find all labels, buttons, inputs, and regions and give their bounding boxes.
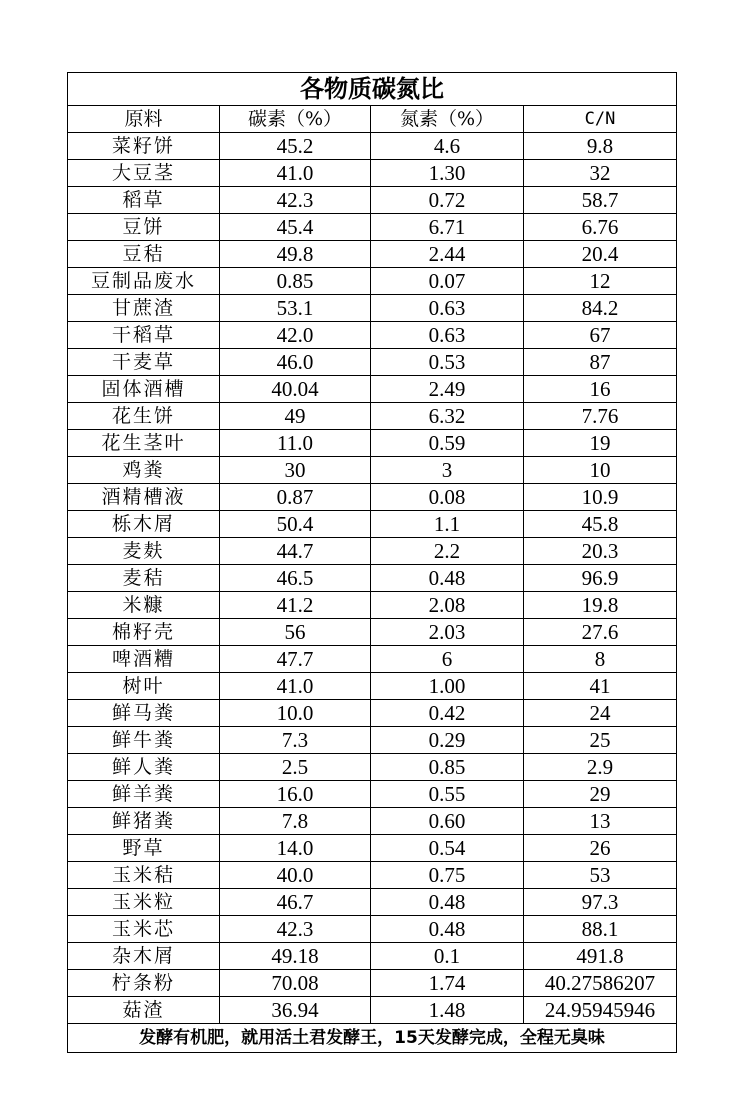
cn-ratio-cell: 24 <box>524 700 677 727</box>
cn-ratio-cell: 20.4 <box>524 241 677 268</box>
nitrogen-cell: 1.48 <box>371 997 524 1024</box>
nitrogen-cell: 0.42 <box>371 700 524 727</box>
table-row <box>68 430 677 457</box>
header-material: 原料 <box>68 106 220 133</box>
cn-ratio-cell: 6.76 <box>524 214 677 241</box>
material-cell: 棉籽壳 <box>68 619 220 646</box>
nitrogen-cell: 0.48 <box>371 916 524 943</box>
material-cell: 鲜马粪 <box>68 700 220 727</box>
cn-ratio-cell: 40.27586207 <box>524 970 677 997</box>
material-cell: 花生饼 <box>68 403 220 430</box>
nitrogen-cell: 0.63 <box>371 295 524 322</box>
title-row <box>68 73 677 106</box>
nitrogen-cell: 2.03 <box>371 619 524 646</box>
material-cell: 玉米芯 <box>68 916 220 943</box>
cn-ratio-cell: 27.6 <box>524 619 677 646</box>
carbon-cell: 45.4 <box>220 214 371 241</box>
table-row <box>68 970 677 997</box>
material-cell: 麦秸 <box>68 565 220 592</box>
nitrogen-cell: 2.08 <box>371 592 524 619</box>
table-row <box>68 241 677 268</box>
table-row <box>68 295 677 322</box>
material-cell: 豆饼 <box>68 214 220 241</box>
header-carbon: 碳素（%） <box>220 106 371 133</box>
cn-ratio-cell: 41 <box>524 673 677 700</box>
cn-ratio-cell: 29 <box>524 781 677 808</box>
material-cell: 干麦草 <box>68 349 220 376</box>
nitrogen-cell: 0.08 <box>371 484 524 511</box>
table-row <box>68 619 677 646</box>
material-cell: 玉米秸 <box>68 862 220 889</box>
cn-ratio-cell: 8 <box>524 646 677 673</box>
nitrogen-cell: 0.60 <box>371 808 524 835</box>
cn-ratio-cell: 84.2 <box>524 295 677 322</box>
material-cell: 豆秸 <box>68 241 220 268</box>
nitrogen-cell: 0.59 <box>371 430 524 457</box>
nitrogen-cell: 3 <box>371 457 524 484</box>
material-cell: 酒精槽液 <box>68 484 220 511</box>
carbon-cell: 44.7 <box>220 538 371 565</box>
carbon-cell: 42.0 <box>220 322 371 349</box>
cn-ratio-cell: 67 <box>524 322 677 349</box>
table-row <box>68 457 677 484</box>
cn-ratio-cell: 24.95945946 <box>524 997 677 1024</box>
carbon-cell: 40.04 <box>220 376 371 403</box>
material-cell: 豆制品废水 <box>68 268 220 295</box>
cn-ratio-cell: 13 <box>524 808 677 835</box>
table-row <box>68 268 677 295</box>
carbon-cell: 0.85 <box>220 268 371 295</box>
carbon-cell: 50.4 <box>220 511 371 538</box>
cn-ratio-cell: 96.9 <box>524 565 677 592</box>
nitrogen-cell: 2.44 <box>371 241 524 268</box>
cn-ratio-cell: 58.7 <box>524 187 677 214</box>
carbon-cell: 46.5 <box>220 565 371 592</box>
table-row <box>68 133 677 160</box>
material-cell: 鲜猪粪 <box>68 808 220 835</box>
nitrogen-cell: 0.07 <box>371 268 524 295</box>
table-row <box>68 349 677 376</box>
footer-note: 发酵有机肥，就用活土君发酵王，15天发酵完成，全程无臭味 <box>68 1024 677 1053</box>
material-cell: 花生茎叶 <box>68 430 220 457</box>
carbon-cell: 42.3 <box>220 916 371 943</box>
nitrogen-cell: 4.6 <box>371 133 524 160</box>
carbon-cell: 49.18 <box>220 943 371 970</box>
table-row <box>68 214 677 241</box>
cn-ratio-cell: 491.8 <box>524 943 677 970</box>
material-cell: 米糠 <box>68 592 220 619</box>
nitrogen-cell: 0.48 <box>371 565 524 592</box>
nitrogen-cell: 1.74 <box>371 970 524 997</box>
carbon-cell: 46.0 <box>220 349 371 376</box>
nitrogen-cell: 0.29 <box>371 727 524 754</box>
table-title: 各物质碳氮比 <box>68 73 677 106</box>
table-row <box>68 376 677 403</box>
table-row <box>68 754 677 781</box>
carbon-cell: 16.0 <box>220 781 371 808</box>
carbon-cell: 46.7 <box>220 889 371 916</box>
carbon-cell: 0.87 <box>220 484 371 511</box>
cn-ratio-cell: 19.8 <box>524 592 677 619</box>
table-row <box>68 403 677 430</box>
cn-ratio-cell: 19 <box>524 430 677 457</box>
cn-ratio-cell: 87 <box>524 349 677 376</box>
material-cell: 杂木屑 <box>68 943 220 970</box>
carbon-nitrogen-ratio-table <box>67 72 677 1053</box>
carbon-cell: 41.0 <box>220 673 371 700</box>
table-row <box>68 781 677 808</box>
footer-row <box>68 1024 677 1053</box>
carbon-cell: 53.1 <box>220 295 371 322</box>
table-row <box>68 862 677 889</box>
cn-ratio-cell: 26 <box>524 835 677 862</box>
table-row <box>68 943 677 970</box>
nitrogen-cell: 0.48 <box>371 889 524 916</box>
cn-ratio-cell: 10.9 <box>524 484 677 511</box>
material-cell: 鲜羊粪 <box>68 781 220 808</box>
cn-ratio-cell: 20.3 <box>524 538 677 565</box>
material-cell: 甘蔗渣 <box>68 295 220 322</box>
table-row <box>68 511 677 538</box>
table-row <box>68 673 677 700</box>
material-cell: 干稻草 <box>68 322 220 349</box>
nitrogen-cell: 0.75 <box>371 862 524 889</box>
carbon-cell: 7.3 <box>220 727 371 754</box>
carbon-cell: 30 <box>220 457 371 484</box>
nitrogen-cell: 6 <box>371 646 524 673</box>
header-nitrogen: 氮素（%） <box>371 106 524 133</box>
material-cell: 稻草 <box>68 187 220 214</box>
cn-ratio-cell: 9.8 <box>524 133 677 160</box>
material-cell: 野草 <box>68 835 220 862</box>
nitrogen-cell: 6.71 <box>371 214 524 241</box>
carbon-cell: 36.94 <box>220 997 371 1024</box>
carbon-cell: 45.2 <box>220 133 371 160</box>
material-cell: 鲜人粪 <box>68 754 220 781</box>
carbon-cell: 10.0 <box>220 700 371 727</box>
material-cell: 鲜牛粪 <box>68 727 220 754</box>
carbon-cell: 70.08 <box>220 970 371 997</box>
nitrogen-cell: 0.54 <box>371 835 524 862</box>
material-cell: 啤酒糟 <box>68 646 220 673</box>
cn-ratio-cell: 25 <box>524 727 677 754</box>
nitrogen-cell: 0.55 <box>371 781 524 808</box>
carbon-cell: 7.8 <box>220 808 371 835</box>
material-cell: 树叶 <box>68 673 220 700</box>
carbon-cell: 49.8 <box>220 241 371 268</box>
carbon-cell: 41.0 <box>220 160 371 187</box>
material-cell: 菇渣 <box>68 997 220 1024</box>
table-row <box>68 565 677 592</box>
material-cell: 固体酒槽 <box>68 376 220 403</box>
carbon-cell: 41.2 <box>220 592 371 619</box>
material-cell: 鸡粪 <box>68 457 220 484</box>
material-cell: 菜籽饼 <box>68 133 220 160</box>
table-row <box>68 916 677 943</box>
carbon-cell: 14.0 <box>220 835 371 862</box>
table-row <box>68 538 677 565</box>
nitrogen-cell: 1.00 <box>371 673 524 700</box>
material-cell: 栎木屑 <box>68 511 220 538</box>
carbon-cell: 40.0 <box>220 862 371 889</box>
cn-ratio-cell: 10 <box>524 457 677 484</box>
nitrogen-cell: 2.2 <box>371 538 524 565</box>
cn-ratio-cell: 2.9 <box>524 754 677 781</box>
cn-ratio-cell: 45.8 <box>524 511 677 538</box>
nitrogen-cell: 0.72 <box>371 187 524 214</box>
nitrogen-cell: 6.32 <box>371 403 524 430</box>
cn-ratio-cell: 53 <box>524 862 677 889</box>
cn-ratio-cell: 16 <box>524 376 677 403</box>
cn-ratio-cell: 88.1 <box>524 916 677 943</box>
header-cn-ratio: C/N <box>524 106 677 133</box>
carbon-cell: 42.3 <box>220 187 371 214</box>
nitrogen-cell: 0.85 <box>371 754 524 781</box>
table-row <box>68 646 677 673</box>
table-row <box>68 592 677 619</box>
nitrogen-cell: 0.1 <box>371 943 524 970</box>
cn-ratio-cell: 97.3 <box>524 889 677 916</box>
cn-ratio-cell: 32 <box>524 160 677 187</box>
nitrogen-cell: 1.30 <box>371 160 524 187</box>
carbon-cell: 49 <box>220 403 371 430</box>
carbon-cell: 47.7 <box>220 646 371 673</box>
material-cell: 柠条粉 <box>68 970 220 997</box>
material-cell: 大豆茎 <box>68 160 220 187</box>
table-row <box>68 700 677 727</box>
table-row <box>68 322 677 349</box>
cn-ratio-cell: 7.76 <box>524 403 677 430</box>
table-row <box>68 835 677 862</box>
material-cell: 玉米粒 <box>68 889 220 916</box>
table-row <box>68 187 677 214</box>
table-row <box>68 997 677 1024</box>
cn-ratio-cell: 12 <box>524 268 677 295</box>
nitrogen-cell: 2.49 <box>371 376 524 403</box>
nitrogen-cell: 1.1 <box>371 511 524 538</box>
table-row <box>68 889 677 916</box>
nitrogen-cell: 0.53 <box>371 349 524 376</box>
nitrogen-cell: 0.63 <box>371 322 524 349</box>
table-row <box>68 808 677 835</box>
carbon-cell: 56 <box>220 619 371 646</box>
carbon-cell: 2.5 <box>220 754 371 781</box>
carbon-cell: 11.0 <box>220 430 371 457</box>
table-row <box>68 484 677 511</box>
table-row <box>68 160 677 187</box>
header-row <box>68 106 677 133</box>
table-row <box>68 727 677 754</box>
material-cell: 麦麸 <box>68 538 220 565</box>
